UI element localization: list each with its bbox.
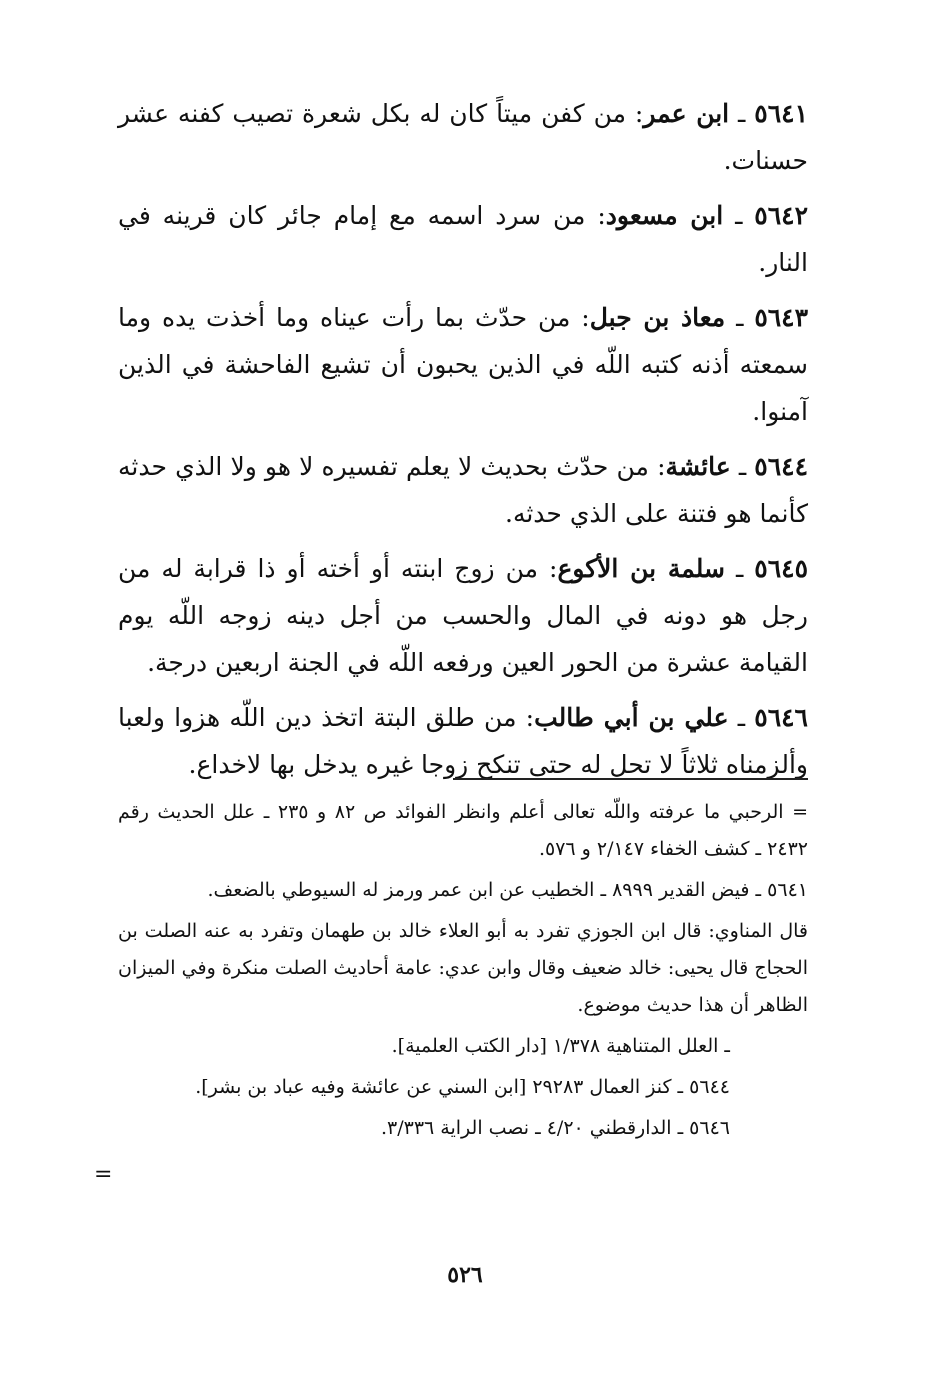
footnote: ٥٦٤٤ ـ كنز العمال ٢٩٢٨٣ [ابن السني عن عائشة وفيه عباد بن بشر]. bbox=[195, 1076, 730, 1098]
entry-text: من حدّث بحديث لا يعلم تفسيره لا هو ولا الذي حدثه كأنما هو فتنة على الذي حدثه. bbox=[118, 452, 808, 528]
entry-text: من طلق البتة اتخذ دين اللّه هزوا ولعبا وألزمناه ثلاثاً لا تحل له حتى تنكح زوجا غيره يدخل بها لاخداع. bbox=[118, 703, 808, 779]
continuation-mark: = bbox=[94, 1162, 113, 1187]
footnote: ٥٦٤٦ ـ الدارقطني ٤/٢٠ ـ نصب الراية ٣/٣٣٦. bbox=[380, 1117, 730, 1139]
entry-number: ٥٦٤٢ bbox=[754, 201, 809, 230]
footnote: قال المناوي: قال ابن الجوزي تفرد به أبو العلاء خالد بن طهمان وتفرد به عنه الصلت بن الحجاج قال يحيى: خالد ضعيف وقال وابن عدي: عامة أحاديث الصلت منكرة وفي الميزان الظاهر أن هذا حديث موضوع. bbox=[118, 920, 808, 1016]
hadith-entry: ٥٦٤٦ ـ علي بن أبي طالب: من طلق البتة اتخذ دين اللّه هزوا ولعبا وألزمناه ثلاثاً لا تحل له حتى تنكح زوجا غيره يدخل بها لاخداع. bbox=[118, 703, 808, 779]
footnotes bbox=[118, 794, 808, 1151]
hadith-entry: ٥٦٤١ ـ ابن عمر: من كفن ميتاً كان له بكل شعرة تصيب كفنه عشر حسنات. bbox=[118, 99, 808, 175]
entry-text: من حدّث بما رأت عيناه وما أخذت يده وما سمعته أذنه كتبه اللّه في الذين يحبون أن تشيع الفاحشة في الذين آمنوا. bbox=[118, 303, 808, 426]
footnote: = الرحبي ما عرفته واللّه تعالى أعلم وانظر الفوائد ص ٨٢ و ٢٣٥ ـ علل الحديث رقم ٢٤٣٢ ـ كشف الخفاء ٢/١٤٧ و ٥٧٦. bbox=[118, 801, 808, 860]
footnote: ـ العلل المتناهية ١/٣٧٨ [دار الكتب العلمية]. bbox=[391, 1035, 730, 1057]
narrator-name: علي بن أبي طالب bbox=[534, 703, 729, 732]
narrator-name: معاذ بن جبل bbox=[589, 303, 726, 332]
hadith-entry: ٥٦٤٢ ـ ابن مسعود: من سرد اسمه مع إمام جائر كان قرينه في النار. bbox=[118, 201, 809, 277]
main-text bbox=[118, 90, 808, 796]
footnote-divider bbox=[453, 778, 808, 780]
entry-text: من سرد اسمه مع إمام جائر كان قرينه في النار. bbox=[118, 201, 808, 277]
hadith-entry: ٥٦٤٣ ـ معاذ بن جبل: من حدّث بما رأت عيناه وما أخذت يده وما سمعته أذنه كتبه اللّه في الذين يحبون أن تشيع الفاحشة في الذين آمنوا. bbox=[118, 303, 809, 426]
hadith-entry: ٥٦٤٥ ـ سلمة بن الأكوع: من زوج ابنته أو أخته أو ذا قرابة له من رجل هو دونه في المال والحسب من أجل دينه زوجه اللّه يوم القيامة عشرة من الحور العين ورفعه اللّه في الجنة اربعين درجة. bbox=[118, 554, 808, 677]
entry-number: ٥٦٤٤ bbox=[754, 452, 809, 481]
entry-number: ٥٦٤٦ bbox=[754, 703, 808, 732]
narrator-name: ابن مسعود bbox=[605, 201, 724, 230]
hadith-entry: ٥٦٤٤ ـ عائشة: من حدّث بحديث لا يعلم تفسيره لا هو ولا الذي حدثه كأنما هو فتنة على الذي حدثه. bbox=[118, 452, 809, 528]
narrator-name: سلمة بن الأكوع bbox=[557, 554, 725, 583]
entry-text: من كفن ميتاً كان له بكل شعرة تصيب كفنه عشر حسنات. bbox=[118, 99, 808, 175]
entry-number: ٥٦٤١ bbox=[754, 99, 808, 128]
entry-number: ٥٦٤٥ bbox=[754, 554, 808, 583]
entry-text: من زوج ابنته أو أخته أو ذا قرابة له من رجل هو دونه في المال والحسب من أجل دينه زوجه اللّه يوم القيامة عشرة من الحور العين ورفعه اللّه في الجنة اربعين درجة. bbox=[118, 554, 808, 677]
narrator-name: عائشة bbox=[665, 452, 731, 481]
footnote: ٥٦٤١ ـ فيض القدير ٨٩٩٩ ـ الخطيب عن ابن عمر ورمز له السيوطي بالضعف. bbox=[207, 879, 808, 901]
entry-number: ٥٦٤٣ bbox=[754, 303, 809, 332]
page-number: ٥٢٦ bbox=[447, 1262, 483, 1288]
narrator-name: ابن عمر bbox=[643, 99, 730, 128]
